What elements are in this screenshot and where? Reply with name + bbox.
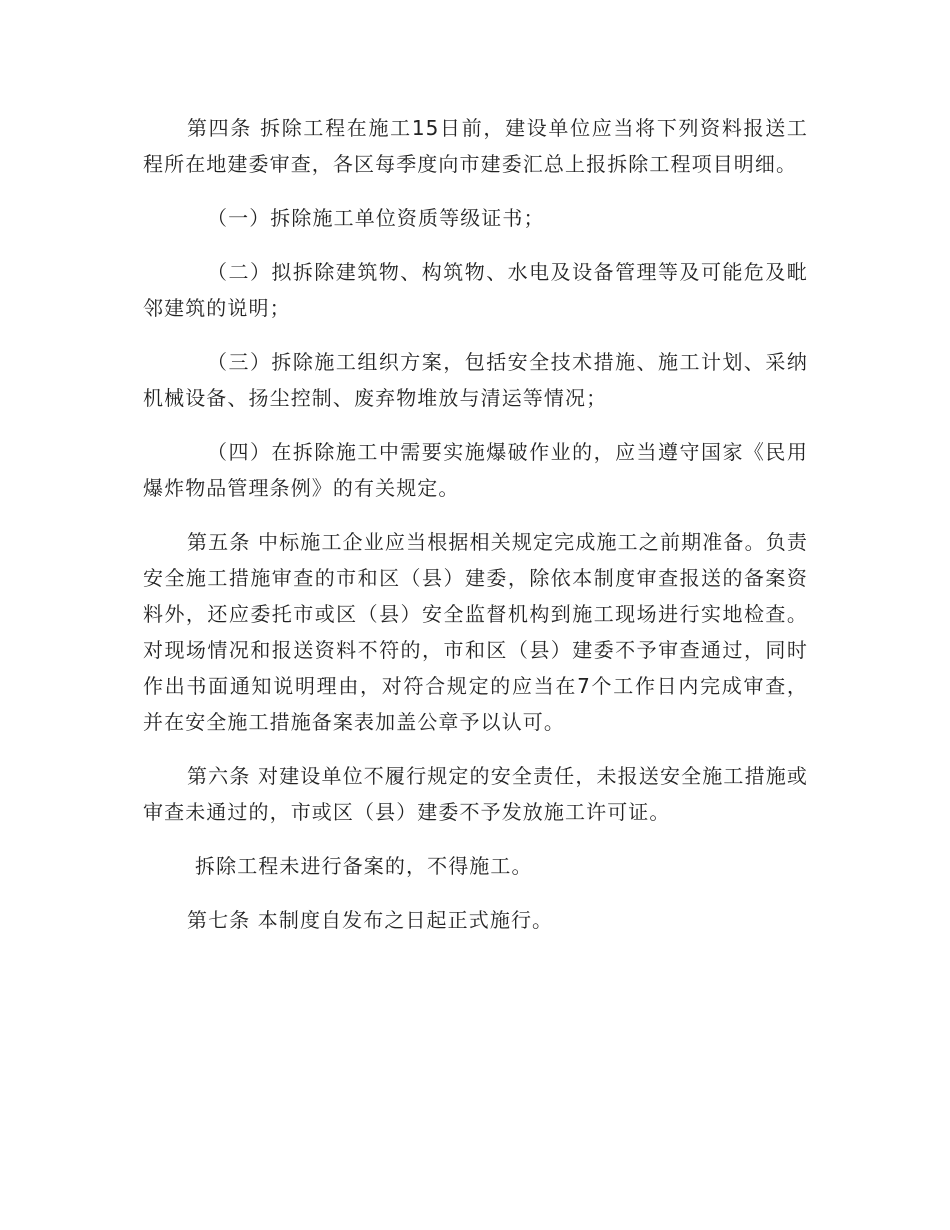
article-4-item-3: （三）拆除施工组织方案，包括安全技术措施、施工计划、采纳机械设备、扬尘控制、废弃物堆放与清运等情况； [143,350,808,410]
document-body [143,110,808,956]
article-6: 第六条 对建设单位不履行规定的安全责任，未报送安全施工措施或审查未通过的，市或区（县）建委不予发放施工许可证。 [143,764,808,824]
article-4: 第四条 拆除工程在施工15日前，建设单位应当将下列资料报送工程所在地建委审查，各区每季度向市建委汇总上报拆除工程项目明细。 [143,116,808,176]
article-6-note: 拆除工程未进行备案的，不得施工。 [195,854,533,878]
article-4-item-2: （二）拟拆除建筑物、构筑物、水电及设备管理等及可能危及毗邻建筑的说明； [143,260,808,320]
article-5: 第五条 中标施工企业应当根据相关规定完成施工之前期准备。负责安全施工措施审查的市和区（县）建委，除依本制度审查报送的备案资料外，还应委托市或区（县）安全监督机构到施工现场进行实地检查。对现场情况和报送资料不符的，市和区（县）建委不予审查通过，同时作出书面通知说明理由，对符合规定的应当在7个工作日内完成审查，并在安全施工措施备案表加盖公章予以认可。 [143,530,808,734]
article-4-item-4: （四）在拆除施工中需要实施爆破作业的，应当遵守国家《民用爆炸物品管理条例》的有关规定。 [143,440,808,500]
article-4-item-1: （一）拆除施工单位资质等级证书； [207,206,545,230]
article-7: 第七条 本制度自发布之日起正式施行。 [187,908,554,932]
